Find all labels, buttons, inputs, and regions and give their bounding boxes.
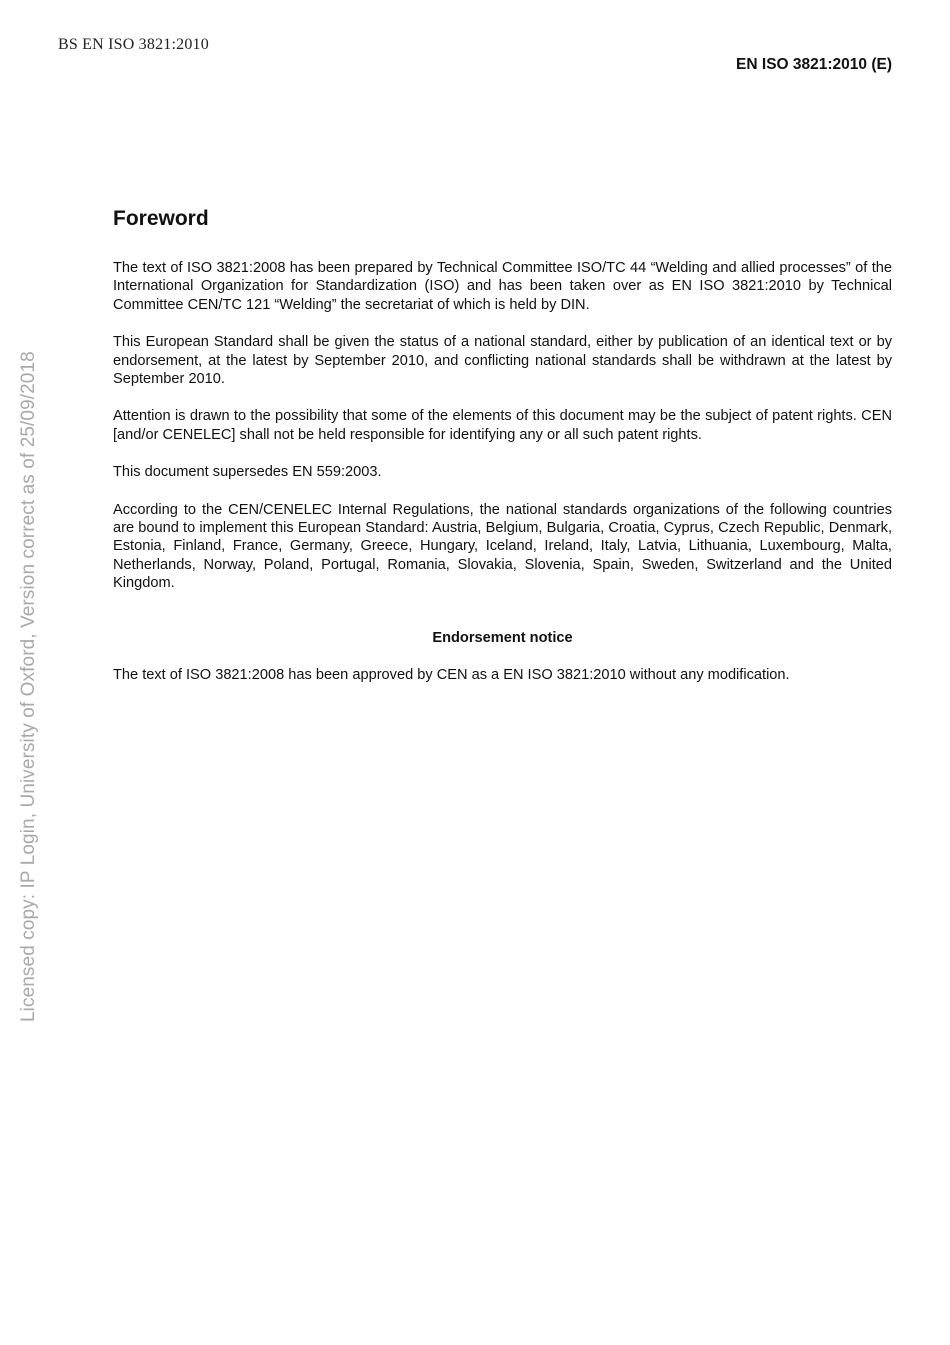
page-content [113, 205, 892, 704]
foreword-paragraph: This European Standard shall be given the status of a national standard, either by publication of an identical text or by endorsement, at the latest by September 2010, and conflicting national standards shall be withdrawn at the latest by September 2010. [113, 334, 892, 388]
foreword-paragraph: This document supersedes EN 559:2003. [113, 464, 382, 481]
endorsement-notice-heading: Endorsement notice [432, 629, 573, 646]
foreword-paragraph: The text of ISO 3821:2008 has been prepared by Technical Committee ISO/TC 44 “Welding and allied processes” of the International Organization for Standardization (ISO) and has been taken over as EN ISO 3821:2010 by Technical Committee CEN/TC 121 “Welding” the secretariat of which is held by DIN. [113, 260, 892, 313]
foreword-paragraph: According to the CEN/CENELEC Internal Regulations, the national standards organizations of the following countries are bound to implement this European Standard: Austria, Belgium, Bulgaria, Croatia, Cyprus, Czech Republic, Denmark, Estonia, Finland, France, Germany, Greece, Hungary, Iceland, Ireland, Italy, Latvia, Lithuania, Luxembourg, Malta, Netherlands, Norway, Poland, Portugal, Romania, Slovakia, Slovenia, Spain, Sweden, Switzerland and the United Kingdom. [113, 501, 892, 592]
standard-designation-header: EN ISO 3821:2010 (E) [736, 56, 892, 73]
foreword-paragraph: Attention is drawn to the possibility that some of the elements of this document may be the subject of patent rights. CEN [and/or CENELEC] shall not be held responsible for identifying any or all such patent rights. [113, 408, 892, 443]
foreword-title: Foreword [113, 207, 209, 230]
document-reference-header: BS EN ISO 3821:2010 [58, 36, 209, 53]
endorsement-notice-text: The text of ISO 3821:2008 has been approved by CEN as a EN ISO 3821:2010 without any modification. [113, 667, 790, 684]
license-watermark: Licensed copy: IP Login, University of Oxford, Version correct as of 25/09/2018 [18, 351, 39, 1022]
